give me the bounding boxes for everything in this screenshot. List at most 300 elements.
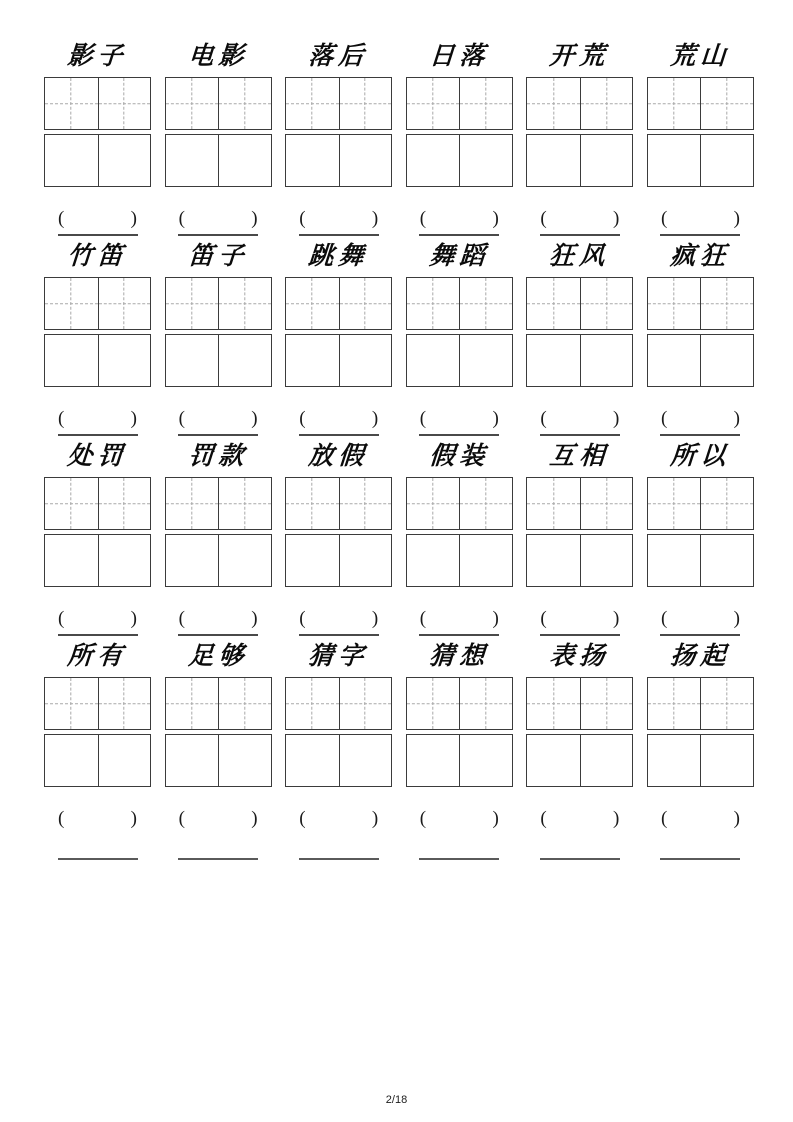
- plain-box-row[interactable]: [647, 334, 754, 387]
- paren-open: (: [178, 208, 185, 229]
- answer-rule: [299, 234, 379, 236]
- plain-box-cell[interactable]: [527, 335, 580, 386]
- word-unit-row: [44, 234, 754, 428]
- vocabulary-word: 跳舞: [307, 241, 370, 270]
- tianzige-row[interactable]: [165, 277, 272, 330]
- plain-box-cell[interactable]: [580, 735, 633, 786]
- pinyin-answer-slot[interactable]: [647, 409, 754, 428]
- plain-box-cell[interactable]: [98, 335, 151, 386]
- plain-box-cell[interactable]: [459, 535, 512, 586]
- trailing-rule-unit: [44, 858, 151, 863]
- plain-box-cell[interactable]: [700, 535, 753, 586]
- plain-box-cell[interactable]: [580, 535, 633, 586]
- pinyin-answer-slot[interactable]: [406, 209, 513, 228]
- answer-rule: [660, 434, 740, 436]
- page-number: 2/18: [385, 1094, 408, 1106]
- tianzige-cell[interactable]: [580, 678, 633, 729]
- plain-box-row[interactable]: [647, 734, 754, 787]
- tianzige-cell[interactable]: [166, 478, 219, 529]
- word-section: [44, 34, 754, 228]
- plain-box-cell[interactable]: [459, 735, 512, 786]
- paren-open: (: [660, 408, 668, 429]
- vocabulary-word: 假装: [428, 441, 491, 470]
- plain-box-cell[interactable]: [527, 535, 580, 586]
- plain-box-cell[interactable]: [45, 735, 98, 786]
- pinyin-answer-slot[interactable]: [406, 809, 513, 828]
- word-unit: [526, 634, 633, 828]
- vocabulary-word: 舞蹈: [428, 241, 491, 270]
- tianzige-row[interactable]: [526, 77, 633, 130]
- tianzige-cell[interactable]: [166, 278, 219, 329]
- vocabulary-word: 放假: [307, 441, 370, 470]
- paren-close: ): [492, 608, 499, 629]
- writing-grid: [165, 677, 272, 787]
- vocabulary-word: 所有: [66, 641, 129, 670]
- plain-box-cell[interactable]: [339, 535, 392, 586]
- plain-box-cell[interactable]: [98, 735, 151, 786]
- paren-open: (: [299, 808, 306, 829]
- plain-box-row[interactable]: [285, 334, 392, 387]
- writing-grid: [165, 77, 272, 187]
- word-unit: [647, 434, 754, 628]
- word-unit: [406, 634, 513, 828]
- page-footer: [0, 1094, 793, 1106]
- tianzige-row[interactable]: [526, 277, 633, 330]
- word-unit: [44, 234, 151, 428]
- writing-grid: [526, 477, 633, 587]
- plain-box-cell[interactable]: [407, 335, 460, 386]
- paren-close: ): [130, 408, 137, 429]
- plain-box-cell[interactable]: [218, 135, 271, 186]
- tianzige-cell[interactable]: [580, 78, 633, 129]
- plain-box-cell[interactable]: [286, 535, 339, 586]
- tianzige-cell[interactable]: [700, 78, 753, 129]
- plain-box-row[interactable]: [165, 334, 272, 387]
- tianzige-row[interactable]: [165, 477, 272, 530]
- tianzige-row[interactable]: [44, 677, 151, 730]
- tianzige-cell[interactable]: [648, 478, 701, 529]
- vocabulary-word: 落后: [307, 41, 370, 70]
- pinyin-answer-slot[interactable]: [526, 409, 633, 428]
- paren-close: ): [130, 208, 137, 229]
- tianzige-row[interactable]: [406, 77, 513, 130]
- trailing-rule-unit: [526, 858, 633, 863]
- plain-box-row[interactable]: [526, 134, 633, 187]
- tianzige-row[interactable]: [44, 477, 151, 530]
- pinyin-answer-slot[interactable]: [526, 609, 633, 628]
- pinyin-answer-slot[interactable]: [526, 209, 633, 228]
- plain-box-row[interactable]: [285, 134, 392, 187]
- pinyin-answer-slot[interactable]: [44, 609, 151, 628]
- paren-close: ): [492, 808, 499, 829]
- tianzige-cell[interactable]: [45, 678, 98, 729]
- writing-grid: [406, 77, 513, 187]
- plain-box-cell[interactable]: [648, 335, 701, 386]
- vocabulary-word: 电影: [187, 41, 250, 70]
- tianzige-row[interactable]: [406, 277, 513, 330]
- plain-box-row[interactable]: [406, 134, 513, 187]
- pinyin-answer-slot[interactable]: [165, 809, 272, 828]
- tianzige-cell[interactable]: [286, 478, 339, 529]
- tianzige-row[interactable]: [285, 277, 392, 330]
- worksheet-body: [44, 34, 754, 863]
- paren-open: (: [58, 208, 65, 229]
- writing-grid: [406, 277, 513, 387]
- plain-box-row[interactable]: [526, 734, 633, 787]
- plain-box-row[interactable]: [165, 134, 272, 187]
- tianzige-row[interactable]: [285, 77, 392, 130]
- tianzige-cell[interactable]: [459, 678, 512, 729]
- writing-grid: [526, 277, 633, 387]
- tianzige-cell[interactable]: [166, 78, 219, 129]
- plain-box-row[interactable]: [285, 534, 392, 587]
- answer-rule: [540, 434, 620, 436]
- tianzige-cell[interactable]: [45, 478, 98, 529]
- word-unit: [647, 234, 754, 428]
- answer-rule: [419, 858, 499, 860]
- paren-open: (: [419, 208, 427, 229]
- word-unit: [285, 634, 392, 828]
- plain-box-cell[interactable]: [166, 535, 219, 586]
- plain-box-cell[interactable]: [580, 135, 633, 186]
- plain-box-cell[interactable]: [98, 535, 151, 586]
- trailing-rule-unit: [406, 858, 513, 863]
- pinyin-answer-slot[interactable]: [526, 809, 633, 828]
- paren-close: ): [733, 808, 740, 829]
- paren-open: (: [58, 808, 65, 829]
- plain-box-cell[interactable]: [459, 335, 512, 386]
- tianzige-cell[interactable]: [98, 678, 151, 729]
- word-unit: [165, 34, 272, 228]
- pinyin-answer-slot[interactable]: [285, 409, 392, 428]
- word-unit: [526, 234, 633, 428]
- plain-box-cell[interactable]: [98, 135, 151, 186]
- paren-open: (: [299, 608, 306, 629]
- tianzige-row[interactable]: [406, 477, 513, 530]
- tianzige-cell[interactable]: [580, 478, 633, 529]
- trailing-rule-row: [44, 858, 754, 863]
- word-unit: [526, 34, 633, 228]
- word-unit: [647, 634, 754, 828]
- paren-close: ): [251, 808, 258, 829]
- writing-grid: [647, 277, 754, 387]
- tianzige-cell[interactable]: [286, 78, 339, 129]
- tianzige-cell[interactable]: [45, 278, 98, 329]
- pinyin-answer-slot[interactable]: [44, 809, 151, 828]
- answer-rule: [58, 634, 138, 636]
- paren-open: (: [540, 608, 547, 629]
- tianzige-cell[interactable]: [218, 278, 271, 329]
- tianzige-row[interactable]: [647, 277, 754, 330]
- writing-grid: [647, 677, 754, 787]
- tianzige-cell[interactable]: [218, 678, 271, 729]
- plain-box-row[interactable]: [406, 734, 513, 787]
- plain-box-cell[interactable]: [45, 135, 98, 186]
- plain-box-cell[interactable]: [700, 735, 753, 786]
- paren-close: ): [251, 208, 258, 229]
- tianzige-cell[interactable]: [218, 478, 271, 529]
- paren-close: ): [251, 608, 258, 629]
- plain-box-cell[interactable]: [700, 335, 753, 386]
- plain-box-row[interactable]: [165, 534, 272, 587]
- paren-close: ): [613, 808, 620, 829]
- plain-box-cell[interactable]: [45, 535, 98, 586]
- pinyin-answer-slot[interactable]: [165, 609, 272, 628]
- plain-box-cell[interactable]: [648, 535, 701, 586]
- plain-box-row[interactable]: [647, 134, 754, 187]
- plain-box-row[interactable]: [285, 734, 392, 787]
- tianzige-cell[interactable]: [527, 278, 580, 329]
- writing-grid: [44, 77, 151, 187]
- tianzige-cell[interactable]: [286, 678, 339, 729]
- vocabulary-word: 猜字: [307, 641, 370, 670]
- tianzige-cell[interactable]: [98, 78, 151, 129]
- paren-open: (: [660, 208, 668, 229]
- tianzige-row[interactable]: [526, 477, 633, 530]
- tianzige-cell[interactable]: [648, 678, 701, 729]
- plain-box-cell[interactable]: [580, 335, 633, 386]
- plain-box-cell[interactable]: [339, 135, 392, 186]
- plain-box-cell[interactable]: [166, 135, 219, 186]
- paren-open: (: [419, 608, 427, 629]
- plain-box-row[interactable]: [44, 334, 151, 387]
- writing-grid: [285, 477, 392, 587]
- vocabulary-word: 足够: [187, 641, 250, 670]
- word-unit: [406, 234, 513, 428]
- plain-box-cell[interactable]: [218, 335, 271, 386]
- plain-box-cell[interactable]: [700, 135, 753, 186]
- word-unit: [285, 434, 392, 628]
- tianzige-cell[interactable]: [459, 478, 512, 529]
- vocabulary-word: 互相: [548, 441, 611, 470]
- plain-box-cell[interactable]: [407, 135, 460, 186]
- tianzige-cell[interactable]: [580, 278, 633, 329]
- paren-close: ): [733, 208, 740, 229]
- pinyin-answer-slot[interactable]: [44, 409, 151, 428]
- pinyin-answer-slot[interactable]: [647, 809, 754, 828]
- paren-close: ): [130, 608, 137, 629]
- tianzige-cell[interactable]: [700, 278, 753, 329]
- plain-box-row[interactable]: [647, 534, 754, 587]
- writing-grid: [285, 677, 392, 787]
- paren-close: ): [613, 408, 620, 429]
- answer-rule: [178, 234, 258, 236]
- plain-box-cell[interactable]: [218, 735, 271, 786]
- tianzige-cell[interactable]: [286, 278, 339, 329]
- paren-open: (: [178, 808, 185, 829]
- plain-box-cell[interactable]: [166, 335, 219, 386]
- pinyin-answer-slot[interactable]: [285, 209, 392, 228]
- word-section: [44, 434, 754, 628]
- paren-open: (: [660, 808, 668, 829]
- vocabulary-word: 日落: [428, 41, 491, 70]
- vocabulary-word: 所以: [669, 441, 732, 470]
- paren-close: ): [492, 408, 499, 429]
- paren-open: (: [419, 808, 427, 829]
- tianzige-cell[interactable]: [339, 478, 392, 529]
- vocabulary-word: 表扬: [548, 641, 611, 670]
- tianzige-cell[interactable]: [527, 78, 580, 129]
- tianzige-cell[interactable]: [527, 478, 580, 529]
- word-unit: [165, 634, 272, 828]
- answer-rule: [58, 234, 138, 236]
- plain-box-cell[interactable]: [45, 335, 98, 386]
- word-unit: [44, 34, 151, 228]
- plain-box-row[interactable]: [526, 334, 633, 387]
- paren-open: (: [540, 408, 547, 429]
- paren-close: ): [613, 608, 620, 629]
- word-unit-row: [44, 634, 754, 828]
- trailing-rule-unit: [647, 858, 754, 863]
- answer-rule: [660, 858, 740, 860]
- tianzige-row[interactable]: [285, 477, 392, 530]
- paren-open: (: [58, 608, 65, 629]
- plain-box-cell[interactable]: [286, 735, 339, 786]
- answer-rule: [178, 634, 258, 636]
- word-unit: [526, 434, 633, 628]
- word-unit-row: [44, 434, 754, 628]
- answer-rule: [660, 634, 740, 636]
- vocabulary-word: 开荒: [548, 41, 611, 70]
- plain-box-cell[interactable]: [166, 735, 219, 786]
- word-unit: [165, 434, 272, 628]
- plain-box-row[interactable]: [406, 334, 513, 387]
- tianzige-cell[interactable]: [459, 278, 512, 329]
- paren-close: ): [492, 208, 499, 229]
- trailing-rule-unit: [285, 858, 392, 863]
- answer-rule: [58, 858, 138, 860]
- vocabulary-word: 竹笛: [66, 241, 129, 270]
- plain-box-row[interactable]: [406, 534, 513, 587]
- answer-rule: [299, 634, 379, 636]
- word-unit: [285, 234, 392, 428]
- answer-rule: [58, 434, 138, 436]
- tianzige-row[interactable]: [165, 677, 272, 730]
- paren-close: ): [130, 808, 137, 829]
- tianzige-cell[interactable]: [700, 478, 753, 529]
- answer-rule: [299, 858, 379, 860]
- paren-open: (: [540, 808, 547, 829]
- plain-box-row[interactable]: [44, 534, 151, 587]
- pinyin-answer-slot[interactable]: [285, 809, 392, 828]
- writing-grid: [44, 477, 151, 587]
- plain-box-row[interactable]: [526, 534, 633, 587]
- plain-box-row[interactable]: [165, 734, 272, 787]
- tianzige-cell[interactable]: [407, 78, 460, 129]
- tianzige-row[interactable]: [406, 677, 513, 730]
- paren-open: (: [540, 208, 547, 229]
- plain-box-cell[interactable]: [527, 135, 580, 186]
- tianzige-row[interactable]: [647, 477, 754, 530]
- pinyin-answer-slot[interactable]: [647, 609, 754, 628]
- paren-close: ): [371, 608, 379, 629]
- tianzige-cell[interactable]: [407, 678, 460, 729]
- tianzige-row[interactable]: [44, 77, 151, 130]
- word-unit: [406, 434, 513, 628]
- writing-grid: [406, 677, 513, 787]
- answer-rule: [178, 858, 258, 860]
- paren-close: ): [733, 608, 740, 629]
- plain-box-cell[interactable]: [339, 735, 392, 786]
- answer-rule: [419, 634, 499, 636]
- answer-rule: [540, 858, 620, 860]
- tianzige-cell[interactable]: [339, 78, 392, 129]
- writing-grid: [44, 277, 151, 387]
- plain-box-cell[interactable]: [218, 535, 271, 586]
- tianzige-cell[interactable]: [98, 278, 151, 329]
- tianzige-cell[interactable]: [648, 78, 701, 129]
- tianzige-cell[interactable]: [407, 278, 460, 329]
- answer-rule: [540, 634, 620, 636]
- tianzige-row[interactable]: [526, 677, 633, 730]
- tianzige-row[interactable]: [647, 677, 754, 730]
- word-unit: [165, 234, 272, 428]
- plain-box-cell[interactable]: [286, 135, 339, 186]
- pinyin-answer-slot[interactable]: [647, 209, 754, 228]
- plain-box-cell[interactable]: [648, 135, 701, 186]
- writing-grid: [165, 277, 272, 387]
- word-unit: [44, 434, 151, 628]
- tianzige-cell[interactable]: [166, 678, 219, 729]
- vocabulary-word: 疯狂: [669, 241, 732, 270]
- plain-box-cell[interactable]: [339, 335, 392, 386]
- tianzige-cell[interactable]: [218, 78, 271, 129]
- tianzige-cell[interactable]: [527, 678, 580, 729]
- word-unit: [647, 34, 754, 228]
- pinyin-answer-slot[interactable]: [406, 409, 513, 428]
- tianzige-cell[interactable]: [339, 678, 392, 729]
- writing-grid: [526, 677, 633, 787]
- tianzige-row[interactable]: [647, 77, 754, 130]
- tianzige-cell[interactable]: [45, 78, 98, 129]
- tianzige-cell[interactable]: [648, 278, 701, 329]
- plain-box-cell[interactable]: [407, 735, 460, 786]
- tianzige-cell[interactable]: [407, 478, 460, 529]
- pinyin-answer-slot[interactable]: [165, 209, 272, 228]
- word-section: [44, 234, 754, 428]
- answer-rule: [299, 434, 379, 436]
- plain-box-cell[interactable]: [527, 735, 580, 786]
- pinyin-answer-slot[interactable]: [44, 209, 151, 228]
- tianzige-row[interactable]: [285, 677, 392, 730]
- tianzige-cell[interactable]: [98, 478, 151, 529]
- tianzige-cell[interactable]: [459, 78, 512, 129]
- vocabulary-word: 扬起: [669, 641, 732, 670]
- vocabulary-word: 影子: [66, 41, 129, 70]
- word-unit: [44, 634, 151, 828]
- pinyin-answer-slot[interactable]: [165, 409, 272, 428]
- vocabulary-word: 笛子: [187, 241, 250, 270]
- tianzige-cell[interactable]: [339, 278, 392, 329]
- paren-open: (: [178, 608, 185, 629]
- plain-box-row[interactable]: [44, 734, 151, 787]
- plain-box-cell[interactable]: [459, 135, 512, 186]
- tianzige-cell[interactable]: [700, 678, 753, 729]
- pinyin-answer-slot[interactable]: [285, 609, 392, 628]
- plain-box-cell[interactable]: [407, 535, 460, 586]
- tianzige-row[interactable]: [44, 277, 151, 330]
- plain-box-row[interactable]: [44, 134, 151, 187]
- vocabulary-word: 处罚: [66, 441, 129, 470]
- answer-rule: [419, 434, 499, 436]
- plain-box-cell[interactable]: [286, 335, 339, 386]
- tianzige-row[interactable]: [165, 77, 272, 130]
- paren-close: ): [251, 408, 258, 429]
- plain-box-cell[interactable]: [648, 735, 701, 786]
- pinyin-answer-slot[interactable]: [406, 609, 513, 628]
- writing-grid: [285, 77, 392, 187]
- word-unit: [406, 34, 513, 228]
